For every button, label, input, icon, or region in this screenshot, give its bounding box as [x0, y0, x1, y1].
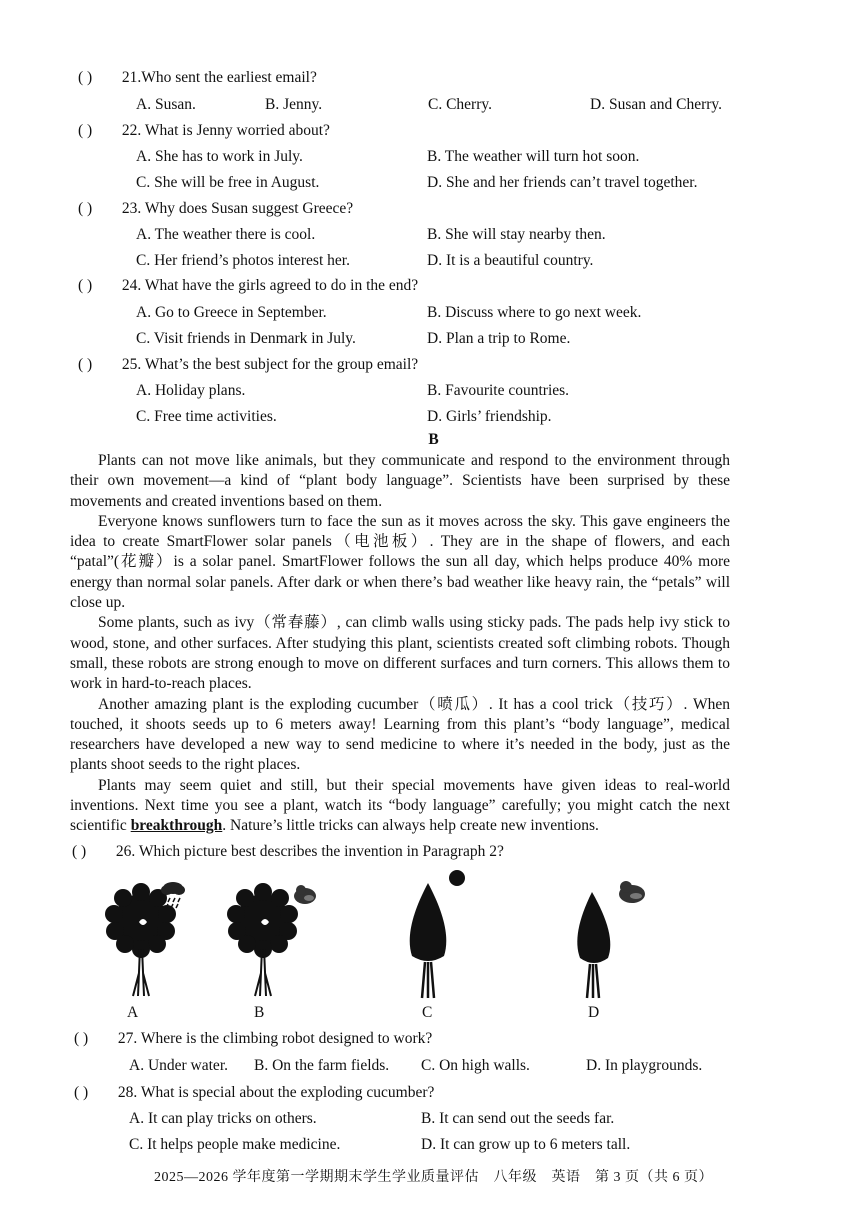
answer-bracket[interactable]: ( ) [78, 356, 93, 373]
option-b: B. Favourite countries. [427, 382, 570, 399]
option-a: A. It can play tricks on others. [129, 1110, 317, 1127]
option-c: C. Her friend’s photos interest her. [136, 252, 350, 269]
paragraph-2: Everyone knows sunflowers turn to face the sun as it moves across the sky. This gave engineers the idea to create SmartFlower solar panels（电池板）. They are in the shape of flowers, and each “patal”(花瓣）is a solar panel. SmartFlower follows the sun all day, which helps produce 40% more energy than normal solar panels. After dark or when there’s bad weather like heavy rain, the “petals” will close up. [70, 512, 730, 612]
option-c: C. Visit friends in Denmark in July. [136, 330, 356, 347]
option-b: B. The weather will turn hot soon. [427, 148, 640, 165]
sunflower-rain-icon [103, 878, 203, 1003]
question-stem: 28. What is special about the exploding cucumber? [117, 1084, 435, 1101]
page-footer: 2025—2026 学年度第一学期期末学生学业质量评估 八年级 英语 第 3 页（共 6 页） [154, 1170, 713, 1185]
question-27 [74, 1030, 432, 1048]
closed-flower-sun-icon [400, 868, 480, 1003]
paragraph-5 [70, 776, 730, 837]
question-stem: 21.Who sent the earliest email? [121, 69, 317, 86]
question-stem: 27. Where is the climbing robot designed to work? [117, 1030, 433, 1047]
option-c: C. On high walls. [421, 1057, 530, 1074]
answer-bracket[interactable]: ( ) [78, 69, 93, 86]
option-c: C. Cherry. [428, 96, 492, 113]
question-stem: 24. What have the girls agreed to do in the end? [121, 277, 419, 294]
question-28 [74, 1084, 434, 1102]
option-b: B. On the farm fields. [254, 1057, 390, 1074]
option-a: A. Under water. [129, 1057, 228, 1074]
option-d: D. Plan a trip to Rome. [427, 330, 571, 347]
section-heading: B [428, 431, 439, 448]
question-stem: 22. What is Jenny worried about? [121, 122, 330, 139]
option-d: D. It is a beautiful country. [427, 252, 594, 269]
reading-passage [70, 451, 730, 837]
paragraph-4: Another amazing plant is the exploding cucumber（喷瓜）. It has a cool trick（技巧）. When touched, it shoots seeds up to 6 meters away! Learning from this plant’s “body language”, medical researchers have developed a new way to send medicine to where it’s needed in the body, just as the plants shoot seeds to the right places. [70, 695, 730, 774]
closed-flower-cloud-icon [570, 878, 660, 1003]
option-b: B. Jenny. [265, 96, 323, 113]
paragraph-5-text: Plants may seem quiet and still, but their special movements have given ideas to real-world inventions. Next time you see a plant, watch its “body language” carefully; you might catch the next scientific [70, 776, 730, 835]
option-d: D. It can grow up to 6 meters tall. [421, 1136, 631, 1153]
underlined-word: breakthrough [130, 817, 223, 835]
question-25 [78, 356, 418, 374]
option-c: C. She will be free in August. [136, 174, 320, 191]
option-a: A. Susan. [136, 96, 196, 113]
sunflower-sun-icon [223, 878, 323, 1003]
option-a: A. The weather there is cool. [136, 226, 316, 243]
picture-label-a: A [127, 1004, 139, 1021]
option-a: A. Holiday plans. [136, 382, 246, 399]
option-a: A. Go to Greece in September. [136, 304, 327, 321]
picture-label-b: B [254, 1004, 265, 1021]
question-stem: 25. What’s the best subject for the group email? [121, 356, 419, 373]
option-d: D. Girls’ friendship. [427, 408, 552, 425]
option-b: B. It can send out the seeds far. [421, 1110, 615, 1127]
answer-bracket[interactable]: ( ) [78, 200, 93, 217]
picture-label-d: D [588, 1004, 600, 1021]
option-d: D. In playgrounds. [586, 1057, 703, 1074]
answer-bracket[interactable]: ( ) [74, 1030, 89, 1047]
option-d: D. Susan and Cherry. [590, 96, 723, 113]
paragraph-3: Some plants, such as ivy（常春藤）, can climb walls using sticky pads. The pads help ivy stick to wood, stone, and other surfaces. After studying this plant, scientists created soft climbing robots. Though small, these robots are strong enough to move on different surfaces and turn corners. This allows them to work in hard-to-reach places. [70, 614, 730, 693]
paragraph-5-end: . Nature’s little tricks can always help create new inventions. [222, 817, 599, 835]
question-24 [78, 277, 418, 295]
answer-bracket[interactable]: ( ) [74, 1084, 89, 1101]
question-21 [78, 69, 317, 87]
paragraph-1: Plants can not move like animals, but they communicate and respond to the environment through their own movement—a kind of “plant body language”. Scientists have been surprised by these movements and created inventions based on them. [70, 452, 730, 510]
option-b: B. She will stay nearby then. [427, 226, 606, 243]
question-23 [78, 200, 353, 218]
question-22 [78, 122, 330, 140]
picture-options [95, 868, 775, 1028]
option-d: D. She and her friends can’t travel together. [427, 174, 698, 191]
option-c: C. Free time activities. [136, 408, 277, 425]
answer-bracket[interactable]: ( ) [72, 843, 87, 860]
question-26 [72, 843, 504, 861]
answer-bracket[interactable]: ( ) [78, 122, 93, 139]
answer-bracket[interactable]: ( ) [78, 277, 93, 294]
option-c: C. It helps people make medicine. [129, 1136, 341, 1153]
option-b: B. Discuss where to go next week. [427, 304, 642, 321]
option-a: A. She has to work in July. [136, 148, 303, 165]
picture-label-c: C [422, 1004, 433, 1021]
question-stem: 26. Which picture best describes the invention in Paragraph 2? [115, 843, 504, 860]
question-stem: 23. Why does Susan suggest Greece? [121, 200, 354, 217]
